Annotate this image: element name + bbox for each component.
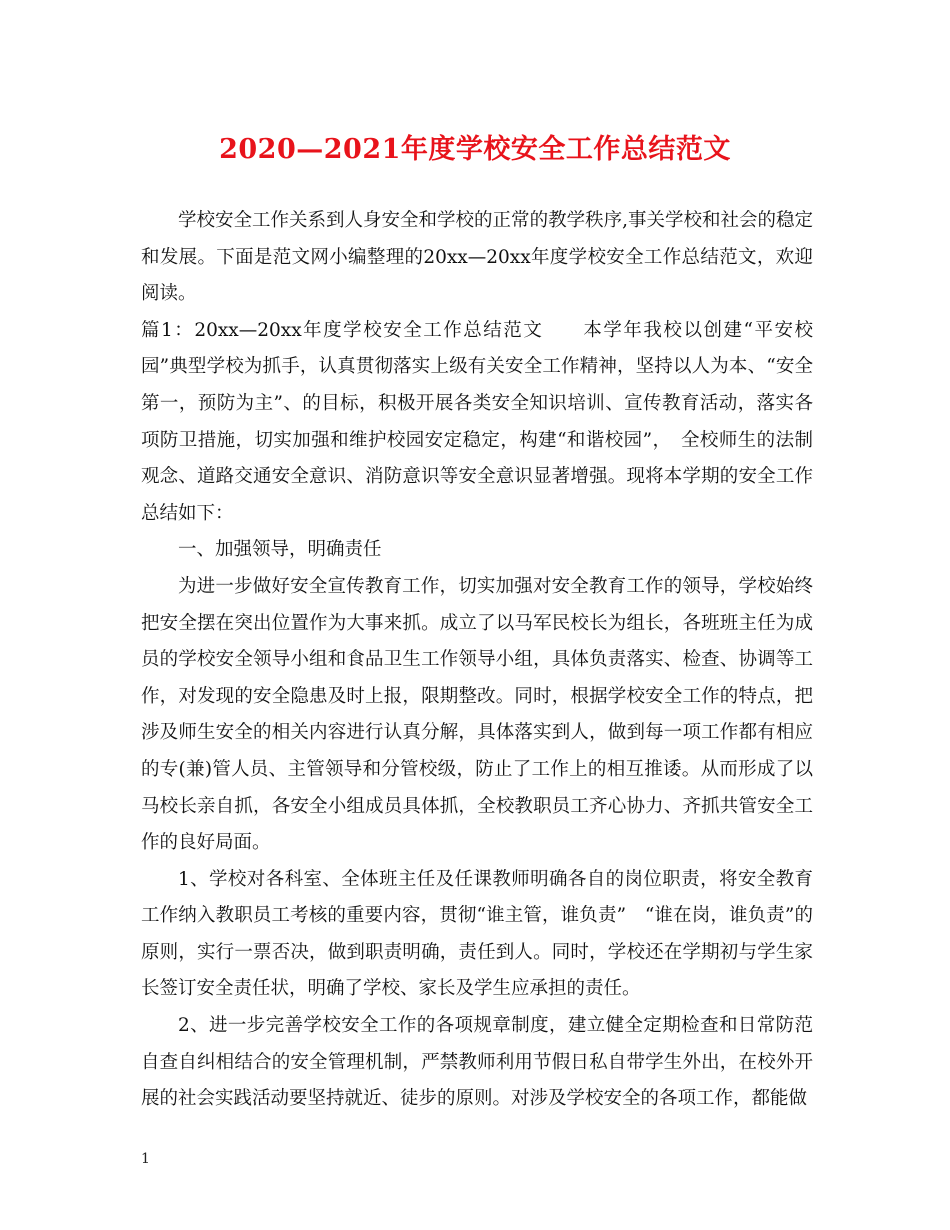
document-body: [141, 203, 813, 1118]
leadership-paragraph: 为进一步做好安全宣传教育工作，切实加强对安全教育工作的领导，学校始终把安全摆在突出位置作为大事来抓。成立了以马军民校长为组长，各班班主任为成员的学校安全领导小组和食品卫生工作领导小组，具体负责落实、检查、协调等工作，对发现的安全隐患及时上报，限期整改。同时，根据学校安全工作的特点，把涉及师生安全的相关内容进行认真分解，具体落实到人，做到每一项工作都有相应的专(兼)管人员、主管领导和分管校级，防止了工作上的相互推诿。从而形成了以马校长亲自抓，各安全小组成员具体抓，全校教职员工齐心协力、齐抓共管安全工作的良好局面。: [141, 575, 813, 854]
article-1-paragraph: 篇1：20xx—20xx年度学校安全工作总结范文 本学年我校以创建“平安校园”典型学校为抓手，认真贯彻落实上级有关安全工作精神，坚持以人为本、“安全第一，预防为主”、的目标，积极开展各类安全知识培训、宣传教育活动，落实各项防卫措施，切实加强和维护校园安定稳定，构建“和谐校园”， 全校师生的法制观念、道路交通安全意识、消防意识等安全意识显著增强。现将本学期的安全工作总结如下：: [141, 319, 813, 524]
regulations-paragraph: 2、进一步完善学校安全工作的各项规章制度，建立健全定期检查和日常防范自查自纠相结合的安全管理机制，严禁教师利用节假日私自带学生外出，在校外开展的社会实践活动要坚持就近、徒步的原则。对涉及学校安全的各项工作，都能做: [141, 1015, 813, 1110]
document-title: 2020—2021年度学校安全工作总结范文: [219, 134, 731, 165]
section-heading-leadership: 一、加强领导，明确责任: [178, 539, 382, 561]
intro-paragraph: 学校安全工作关系到人身安全和学校的正常的教学秩序,事关学校和社会的稳定和发展。下面是范文网小编整理的20xx—20xx年度学校安全工作总结范文，欢迎阅读。: [141, 210, 813, 305]
responsibility-paragraph: 1、学校对各科室、全体班主任及任课教师明确各自的岗位职责，将安全教育工作纳入教职员工考核的重要内容，贯彻“谁主管，谁负责” “谁在岗，谁负责”的原则，实行一票否决，做到职责明确，责任到人。同时，学校还在学期初与学生家长签订安全责任状，明确了学校、家长及学生应承担的责任。: [141, 868, 813, 1000]
page-number: 1: [141, 1151, 150, 1167]
